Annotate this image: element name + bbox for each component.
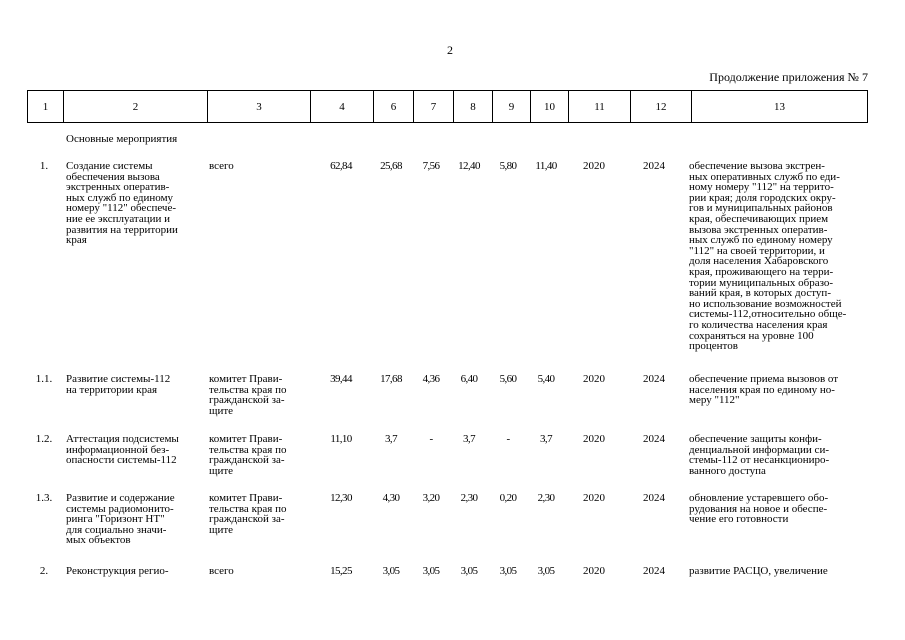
value-col-7: 7,56 <box>422 160 440 172</box>
start-year: 2020 <box>583 492 605 504</box>
value-col-9: 5,80 <box>499 160 517 172</box>
col-header-8: 8 <box>454 91 493 123</box>
value-col-9: - <box>506 433 510 445</box>
start-year: 2020 <box>583 373 605 385</box>
executor: всего <box>209 565 234 577</box>
expected-result: обеспечение защиты конфи- денциальной информации си- стемы-112 от несанкциониро- ванного доступа <box>689 433 830 477</box>
activity-name: Развитие и содержание системы радиомонито- ринга "Горизонт НТ" для социально значи- мых объектов <box>66 492 175 547</box>
value-col-6: 4,30 <box>382 492 400 504</box>
value-col-4: 39,44 <box>330 373 352 385</box>
value-col-10: 2,30 <box>537 492 555 504</box>
value-col-10: 5,40 <box>537 373 555 385</box>
activity-name: Развитие системы-112 на территории края <box>66 373 171 396</box>
appendix-continuation: Продолжение приложения № 7 <box>709 70 868 84</box>
row-number: 1. <box>39 160 49 172</box>
col-header-13: 13 <box>692 91 868 123</box>
col-header-12: 12 <box>631 91 692 123</box>
value-col-10: 11,40 <box>535 160 557 172</box>
start-year: 2020 <box>583 160 605 172</box>
col-header-11: 11 <box>569 91 631 123</box>
expected-result: развитие РАСЦО, увеличение <box>689 565 828 577</box>
executor: комитет Прави- тельства края по гражданской за- щите <box>209 373 287 417</box>
expected-result: обновление устаревшего обо- рудования на новое и обеспе- чение его готовности <box>689 492 829 526</box>
executor: комитет Прави- тельства края по гражданской за- щите <box>209 492 287 536</box>
activity-name: Реконструкция регио- <box>66 565 169 577</box>
value-col-6: 3,7 <box>385 433 397 445</box>
value-col-10: 3,7 <box>540 433 552 445</box>
value-col-10: 3,05 <box>537 565 555 577</box>
col-header-1: 1 <box>28 91 64 123</box>
value-col-8: 2,30 <box>460 492 478 504</box>
value-col-4: 12,30 <box>330 492 352 504</box>
activity-name: Аттестация подсистемы информационной без- опасности системы-112 <box>66 433 179 467</box>
column-header-table <box>27 90 868 123</box>
col-header-10: 10 <box>531 91 569 123</box>
end-year: 2024 <box>643 373 665 385</box>
end-year: 2024 <box>643 492 665 504</box>
value-col-7: 4,36 <box>422 373 440 385</box>
col-header-2: 2 <box>64 91 208 123</box>
value-col-9: 3,05 <box>499 565 517 577</box>
value-col-8: 12,40 <box>458 160 480 172</box>
value-col-7: 3,20 <box>422 492 440 504</box>
end-year: 2024 <box>643 433 665 445</box>
page-number: 2 <box>447 43 453 57</box>
row-number: 1.2. <box>35 433 53 445</box>
executor: комитет Прави- тельства края по гражданской за- щите <box>209 433 287 477</box>
col-header-4: 4 <box>311 91 374 123</box>
value-col-8: 3,7 <box>463 433 475 445</box>
row-number: 1.3. <box>35 492 53 504</box>
start-year: 2020 <box>583 433 605 445</box>
end-year: 2024 <box>643 565 665 577</box>
col-header-7: 7 <box>414 91 454 123</box>
col-header-9: 9 <box>493 91 531 123</box>
value-col-6: 17,68 <box>380 373 402 385</box>
value-col-9: 0,20 <box>499 492 517 504</box>
section-title: Основные мероприятия <box>66 133 178 145</box>
value-col-8: 6,40 <box>460 373 478 385</box>
column-header-row <box>28 91 868 123</box>
value-col-6: 25,68 <box>380 160 402 172</box>
value-col-7: 3,05 <box>422 565 440 577</box>
col-header-6: 6 <box>374 91 414 123</box>
value-col-4: 15,25 <box>330 565 352 577</box>
row-number: 1.1. <box>35 373 53 385</box>
value-col-4: 11,10 <box>330 433 352 445</box>
value-col-4: 62,84 <box>330 160 352 172</box>
expected-result: обеспечение вызова экстрен- ных оперативных служб по еди- ному номеру "112" на террито- рии края; доля городских окру- гов и муниципальных районов края, обеспечивающих прием вызова экстренных оператив- ных служб по единому номеру "112" на своей территории, и доля населения Хабаровского края, проживающего на терри- тории муниципальных образо- ваний края, в которых доступ- но использование возможностей системы-112,относительно обще- го количества населения края сохраняться на уровне 100 процентов <box>689 160 847 353</box>
end-year: 2024 <box>643 160 665 172</box>
row-number: 2. <box>39 565 49 577</box>
start-year: 2020 <box>583 565 605 577</box>
value-col-8: 3,05 <box>460 565 478 577</box>
executor: всего <box>209 160 234 172</box>
col-header-3: 3 <box>208 91 311 123</box>
activity-name: Создание системы обеспечения вызова экстренных оператив- ных служб по единому номеру "112" обеспече- ние ее эксплуатации и развития на территории края <box>66 160 178 247</box>
value-col-9: 5,60 <box>499 373 517 385</box>
value-col-6: 3,05 <box>382 565 400 577</box>
expected-result: обеспечение приема вызовов от населения края по единому но- меру "112" <box>689 373 839 407</box>
value-col-7: - <box>429 433 433 445</box>
